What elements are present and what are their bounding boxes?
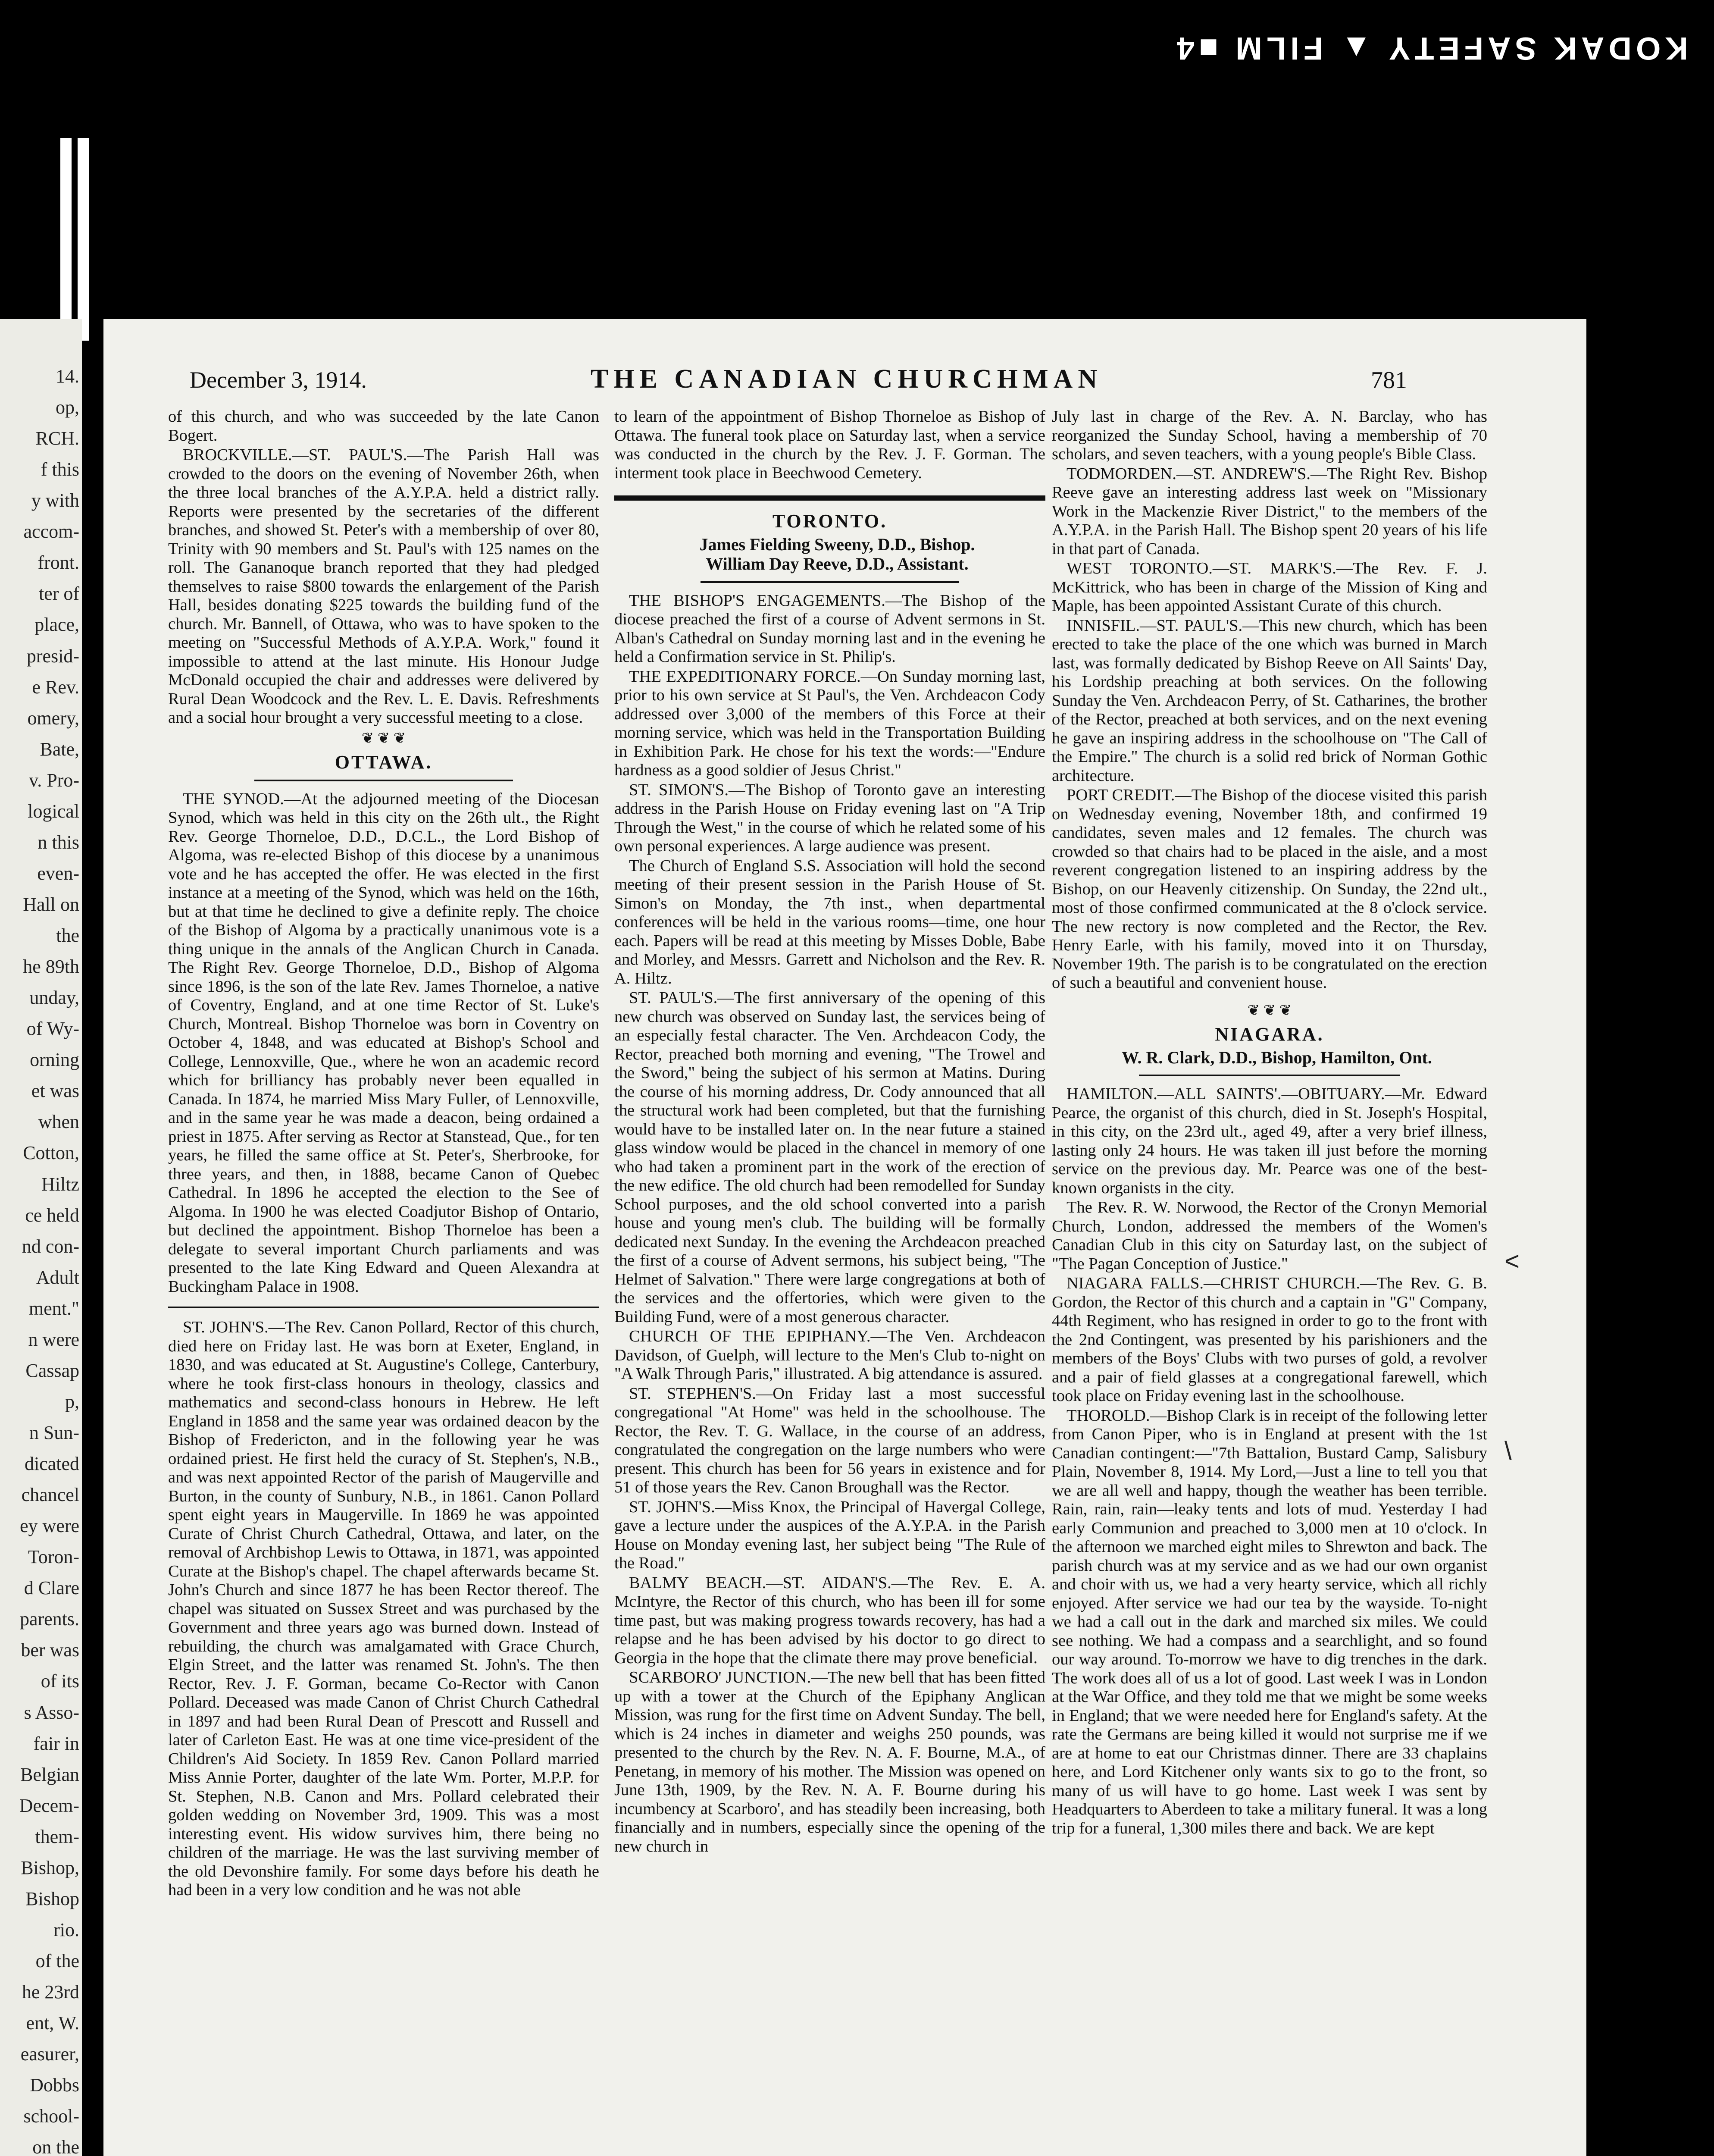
section-rule [614, 495, 1045, 501]
left-page-text-fragment: when [38, 1111, 79, 1133]
left-page-text-fragment: Bate, [40, 738, 79, 760]
left-page-text-fragment: presid- [26, 645, 79, 667]
left-page-text-fragment: ment." [29, 1297, 79, 1319]
margin-mark: \ [1504, 1436, 1512, 1465]
left-page-text-fragment: he 23rd [22, 1981, 79, 2003]
left-page-text-fragment: front. [38, 552, 79, 573]
left-page-text-fragment: even- [37, 862, 79, 884]
section-heading-niagara: NIAGARA. [1215, 1024, 1324, 1045]
film-bar [60, 138, 72, 341]
adjacent-page-edge [0, 319, 82, 2156]
divider [1139, 1075, 1400, 1076]
left-page-text-fragment: d Clare [24, 1577, 79, 1599]
paragraph: WEST TORONTO.—ST. MARK'S.—The Rev. F. J. McKittrick, who has been in charge of the Mission of King and Maple, has been appointed Assistant Curate of this church. [1052, 559, 1487, 615]
left-page-text-fragment: RCH. [35, 428, 79, 449]
left-page-text-fragment: of its [41, 1670, 79, 1692]
left-page-text-fragment: of Wy- [26, 1018, 79, 1040]
assistant-line: William Day Reeve, D.D., Assistant. [706, 554, 969, 573]
left-page-text-fragment: them- [35, 1826, 79, 1847]
left-page-text-fragment: of the [35, 1950, 79, 1971]
left-page-text-fragment: parents. [19, 1608, 79, 1630]
left-page-text-fragment: Dobbs [30, 2075, 79, 2096]
paragraph: THOROLD.—Bishop Clark is in receipt of the following letter from Canon Piper, who is in England at present with the 1st Canadian contingent:—"7th Battalion, Bustard Camp, Salisbury Plain, November 8, 1914. My Lord,—Just a line to tell you that we are all well and happy, though the weather has been terrible. Rain, rain, rain—leaky tents and lots of mud. Yesterday I had early Communion and preached to 3,000 men at 10 o'clock. In the afternoon we marched eight miles to Shrewton and back. The parish church was at my service and as we had our own organist and choir with us, we had a very hearty service, which all richly enjoyed. After service we had our tea by the wayside. To-night we had a call out in the dark and marched six miles. We could see nothing. We had a compass and a searchlight, and so found our way around. To-morrow we have to dig trenches in the dark. The work does all of us a lot of good. Last week I was in London at the War Office, and they told me that we might be some weeks in England; that we were needed here for England's safety. At the rate the Germans are being killed it would not surprise me if we are at home to eat our Christmas dinner. There are 33 chaplains here, and Lord Kitchener only wants six to go to the front, so many of us will have to go home. Last week I was sent by Headquarters to Aberdeen to take a military funeral. It was a long trip for a funeral, 1,300 miles there and back. We are kept [1052, 1406, 1487, 1837]
paragraph: THE BISHOP'S ENGAGEMENTS.—The Bishop of the diocese preached the first of a course of Advent sermons in St. Alban's Cathedral on Sunday morning last and in the evening he held a Confirmation service in St. Philip's. [614, 591, 1045, 666]
film-bar [78, 138, 89, 341]
paragraph: HAMILTON.—ALL SAINTS'.—OBITUARY.—Mr. Edward Pearce, the organist of this church, died in St. Joseph's Hospital, in this city, on the 23rd ult., aged 49, after a very brief illness, lasting only 24 hours. He was taken ill just before the morning service on the previous day. Mr. Pearce was one of the best-known organists in the city. [1052, 1085, 1487, 1197]
left-page-text-fragment: ber was [21, 1639, 79, 1661]
left-page-text-fragment: e Rev. [32, 676, 79, 698]
left-page-text-fragment: unday, [29, 987, 79, 1009]
left-page-text-fragment: on the [32, 2137, 79, 2156]
left-page-text-fragment: Cassap [25, 1360, 79, 1381]
left-page-text-fragment: n Sun- [29, 1422, 79, 1443]
left-page-text-fragment: dicated [24, 1453, 79, 1475]
left-page-text-fragment: s Asso- [24, 1702, 79, 1723]
issue-date: December 3, 1914. [190, 367, 367, 393]
left-page-text-fragment: Toron- [28, 1546, 79, 1568]
paragraph: SCARBORO' JUNCTION.—The new bell that has been fitted up with a tower at the Church of the Epiphany Anglican Mission, was rung for the first time on Advent Sunday. The bell, which is 24 inches in diameter and weighs 250 pounds, was presented to the church by the Rev. N. A. F. Bourne, M.A., of Penetang, in memory of his mother. The Mission was opened on June 13th, 1909, by the Rev. N. A. F. Bourne during his incumbency at Scarboro', and has steadily been increasing, both financially and in numbers, especially since the opening of the new church in [614, 1668, 1045, 1855]
paragraph: PORT CREDIT.—The Bishop of the diocese visited this parish on Wednesday evening, November 18th, and confirmed 19 candidates, seven males and 12 females. The church was crowded so that chairs had to be placed in the aisle, and a most reverent congregation listened to an inspiring address by the Bishop, on our Heavenly citizenship. On Sunday, the 22nd ult., most of those confirmed communicated at the 8 o'clock service. The new rectory is now completed and the Rector, the Rev. Henry Earle, with his family, moved into it on Thursday, November 19th. The parish is to be congratulated on the erection of such a beautiful and convenient house. [1052, 786, 1487, 992]
divider [701, 581, 959, 583]
margin-mark: < [1504, 1247, 1520, 1275]
column-1 [168, 407, 599, 1901]
left-page-text-fragment: Belgian [20, 1764, 79, 1785]
left-page-text-fragment: logical [28, 800, 79, 822]
left-page-text-fragment: Adult [36, 1266, 79, 1288]
ornament: ❦ ❦ ❦ [1247, 1002, 1292, 1018]
paragraph: The Church of England S.S. Association will hold the second meeting of their present session in the Parish House of St. Simon's on Monday, the 7th inst., when departmental conferences will be held in the various rooms—time, one hour each. Papers will be read at this meeting by Misses Doble, Babe and Morley, and Messrs. Garrett and Nicholson and the Rev. R. A. Hiltz. [614, 856, 1045, 987]
paragraph: to learn of the appointment of Bishop Thorneloe as Bishop of Ottawa. The funeral took place on Saturday last, when a service was conducted in the church by the Rev. J. F. Gorman. The interment took place in Beechwood Cemetery. [614, 407, 1045, 482]
left-page-text-fragment: ter of [38, 583, 79, 605]
left-page-text-fragment: orning [30, 1049, 79, 1071]
divider [168, 1307, 599, 1308]
left-page-text-fragment: ey were [19, 1515, 79, 1537]
paragraph: BROCKVILLE.—ST. PAUL'S.—The Parish Hall was crowded to the doors on the evening of November 26th, when the three local branches of the A.Y.P.A. held a district rally. Reports were presented by the secretaries of the different branches, and showed St. Peter's with a membership of over 80, Trinity with 90 members and St. Paul's with 125 names on the roll. The Gananoque branch reported that they had pledged themselves to raise $800 towards the enlargement of the Parish Hall, besides donating $225 towards the building fund of the church. Mr. Bannell, of Ottawa, who was to have spoken to the meeting on "Successful Methods of A.Y.P.A. Work," found it impossible to attend at the last minute. His Honour Judge McDonald occupied the chair and addresses were delivered by Rural Dean Woodcock and the Rev. L. E. Davis. Refreshments and a social hour brought a very successful meeting to a close. [168, 446, 599, 727]
divider [254, 780, 513, 781]
column-2 [614, 407, 1045, 1857]
section-heading-ottawa: OTTAWA. [335, 752, 433, 773]
paragraph: July last in charge of the Rev. A. N. Barclay, who has reorganized the Sunday School, having a membership of 70 scholars, and seven teachers, with a young people's Bible Class. [1052, 407, 1487, 463]
paragraph: TODMORDEN.—ST. ANDREW'S.—The Right Rev. Bishop Reeve gave an interesting address last week on "Missionary Work in the Mackenzie River District," to the members of the A.Y.P.A. in the Parish Hall. The Bishop spent 20 years of his life in that part of Canada. [1052, 464, 1487, 558]
left-page-text-fragment: y with [31, 490, 79, 511]
paragraph: ST. JOHN'S.—The Rev. Canon Pollard, Rector of this church, died here on Friday last. He was born at Exeter, England, in 1830, and was educated at St. Augustine's College, Canterbury, where he took first-class honours in theology, classics and mathematics and second-class honours in Hebrew. He left England in 1858 and the same year was ordained deacon by the Bishop of Fredericton, and in the following year he was ordained priest. He first held the curacy of St. Stephen's, N.B., and was next appointed Rector of the parish of Maugerville and Burton, in the county of Sunbury, N.B., in 1861. Canon Pollard spent eight years in Maugerville. In 1869 he was appointed Curate of Christ Church Cathedral, Ottawa, and later, on the removal of Archbishop Lewis to Ottawa, in 1871, was appointed Curate at the Bishop's chapel. The chapel afterwards became St. John's Church and since 1877 he has been Rector thereof. The chapel was situated on Sussex Street and was purchased by the Government and three years ago was burned down. Instead of rebuilding, the church was amalgamated with Grace Church, Elgin Street, and the latter was renamed St. John's. The then Rector, Rev. J. F. Gorman, became Co-Rector with Canon Pollard. Deceased was made Canon of Christ Church Cathedral in 1897 and had been Rural Dean of Prescott and Russell and later of Carleton East. He was at one time vice-president of the Children's Aid Society. In 1859 Rev. Canon Pollard married Miss Annie Porter, daughter of the late Wm. Porter, M.P.P. for St. Stephen, N.B. Canon and Mrs. Pollard celebrated their golden wedding on November 3rd, 1909. This was a most interesting event. His widow survives him, there being no children of the marriage. He was the last surviving member of the old Devonshire family. For some days before his death he had been in a very low condition and he was not able [168, 1318, 599, 1899]
page-number: 781 [1371, 367, 1407, 394]
paragraph: ST. SIMON'S.—The Bishop of Toronto gave an interesting address in the Parish House on Friday evening last on "A Trip Through the West," in the course of which he related some of his own personal experiences. A large audience was present. [614, 780, 1045, 855]
left-page-text-fragment: ce held [25, 1204, 79, 1226]
left-page-text-fragment: p, [65, 1391, 79, 1412]
left-page-text-fragment: the [56, 925, 79, 946]
paragraph: NIAGARA FALLS.—CHRIST CHURCH.—The Rev. G. B. Gordon, the Rector of this church and a captain in "G" Company, 44th Regiment, who has resigned in order to go to the front with the 2nd Contingent, was presented by his parishioners and the members of the Boys' Clubs with two purses of gold, a revolver and a pair of field glasses at a congregational farewell, which took place on Friday evening last in the schoolhouse. [1052, 1274, 1487, 1405]
paragraph: INNISFIL.—ST. PAUL'S.—This new church, which has been erected to take the place of the one which was burned in March last, was formally dedicated by Bishop Reeve on All Saints' Day, his Lordship preaching at both services. On the following Sunday the Ven. Archdeacon Perry, of St. Catharines, the brother of the Rector, preached at both services, and on the next evening he gave an inspiring address in the schoolhouse on "The Call of the Empire." The church is a solid red brick of Norman Gothic architecture. [1052, 616, 1487, 785]
left-page-text-fragment: ent, W. [26, 2012, 79, 2034]
paragraph: THE SYNOD.—At the adjourned meeting of the Diocesan Synod, which was held in this city on the 26th ult., the Right Rev. George Thorneloe, D.D., D.C.L., the Lord Bishop of Algoma, was re-elected Bishop of this diocese by a unanimous vote and he has accepted the offer. He was elected in the first instance at a meeting of the Synod, which was held on the 16th, but at that time he declined to give a definite reply. The choice of the Bishop of Algoma by a practically unanimous vote is a thing unique in the annals of the Anglican Church in Canada. The Right Rev. George Thorneloe, D.D., Bishop of Algoma since 1896, is the son of the late Rev. James Thorneloe, a native of Coventry, England, and at one time Rector of St. Luke's Church, Montreal. Bishop Thorneloe was born in Coventry on October 4, 1848, and was educated at Bishop's School and College, Lennoxville, Que., where he won an academic record which for brilliancy has probably never been equalled in Canada. In 1874, he married Miss Mary Fuller, of Lennoxville, and in the same year he was made a deacon, being ordained a priest in 1875. After serving as Rector at Stanstead, Que., for ten years, he filled the same office at St. Peter's, Sherbrooke, for three years, and then, in 1888, became Canon of Quebec Cathedral. In 1896 he accepted the election to the See of Algoma. In 1900 he was elected Coadjutor Bishop of Ontario, but declined the appointment. Bishop Thorneloe has been a delegate to several important Church parliaments and was presented to the late King Edward and Queen Alexandra at Buckingham Palace in 1908. [168, 790, 599, 1296]
ornament: ❦ ❦ ❦ [361, 730, 406, 746]
left-page-text-fragment: nd con- [22, 1235, 79, 1257]
masthead: THE CANADIAN CHURCHMAN [591, 364, 1103, 394]
bishop-line: James Fielding Sweeny, D.D., Bishop. [699, 534, 975, 554]
paragraph: CHURCH OF THE EPIPHANY.—The Ven. Archdeacon Davidson, of Guelph, will lecture to the Men's Club to-night on "A Walk Through Paris," illustrated. A big attendance is assured. [614, 1327, 1045, 1383]
left-page-text-fragment: place, [34, 614, 79, 636]
bishop-line: W. R. Clark, D.D., Bishop, Hamilton, Ont. [1122, 1047, 1432, 1067]
left-page-text-fragment: rio. [53, 1919, 79, 1940]
paragraph: The Rev. R. W. Norwood, the Rector of the Cronyn Memorial Church, London, addressed the members of the Women's Canadian Club in this city on Saturday last, on the subject of "The Pagan Conception of Justice." [1052, 1198, 1487, 1273]
paragraph: of this church, and who was succeeded by the late Canon Bogert. [168, 407, 599, 445]
left-page-text-fragment: Hall on [23, 894, 79, 915]
left-page-text-fragment: op, [56, 397, 79, 418]
paragraph: THE EXPEDITIONARY FORCE.—On Sunday morning last, prior to his own service at St Paul's, the Ven. Archdeacon Cody addressed over 3,000 of the members of this Force at their morning service, which was held in the Transportation Building in Exhibition Park. He chose for his text the words:—"Endure hardness as a good soldier of Jesus Christ." [614, 667, 1045, 779]
left-page-text-fragment: Bishop, [21, 1857, 79, 1878]
left-page-text-fragment: chancel [21, 1484, 79, 1506]
left-page-text-fragment: he 89th [23, 956, 79, 978]
left-page-text-fragment: fair in [33, 1733, 79, 1754]
paragraph: ST. JOHN'S.—Miss Knox, the Principal of Havergal College, gave a lecture under the auspices of the A.Y.P.A. in the Parish House on Monday evening last, her subject being "The Rule of the Road." [614, 1498, 1045, 1572]
left-page-text-fragment: omery, [27, 707, 79, 729]
left-page-text-fragment: n this [38, 831, 79, 853]
left-page-text-fragment: n were [28, 1329, 79, 1350]
film-edge-label: KODAK SAFETY ▲ FILM ■4 [1173, 31, 1688, 66]
section-heading-toronto: TORONTO. [772, 511, 888, 532]
left-page-text-fragment: et was [31, 1080, 79, 1102]
paragraph: ST. STEPHEN'S.—On Friday last a most successful congregational "At Home" was held in the schoolhouse. The Rector, the Rev. T. G. Wallace, in the course of an address, congratulated the congregation on the large numbers who were present. This church has been for 56 years in existence and for 51 of those years the Rev. Canon Broughall was the Rector. [614, 1384, 1045, 1496]
left-page-text-fragment: Hiltz [41, 1173, 79, 1195]
left-page-text-fragment: school- [23, 2106, 79, 2127]
paragraph: BALMY BEACH.—ST. AIDAN'S.—The Rev. E. A. McIntyre, the Rector of this church, who has been ill for some time past, but was making progress towards recovery, has had a relapse and he has been advised by his doctor to go direct to Georgia in the hope that the climate there may prove beneficial. [614, 1573, 1045, 1667]
left-page-text-fragment: f this [41, 459, 79, 480]
left-page-text-fragment: Cotton, [23, 1142, 79, 1164]
newspaper-page [103, 319, 1586, 2156]
page-header [103, 364, 1586, 401]
column-3 [1052, 407, 1487, 1839]
left-page-text-fragment: easurer, [20, 2043, 79, 2065]
left-page-text-fragment: Decem- [19, 1795, 79, 1816]
left-page-text-fragment: v. Pro- [29, 769, 79, 791]
paragraph: ST. PAUL'S.—The first anniversary of the opening of this new church was observed on Sunday last, the services being of an especially festal character. The Ven. Archdeacon Cody, the Rector, preached both morning and evening, "The Trowel and the Sword," being the subject of his sermon at Matins. During the course of his morning address, Dr. Cody announced that all the structural work had been completed, but that the furnishing would have to be installed later on. In the near future a stained glass window would be placed in the chancel in memory of one who had taken a prominent part in the work of the erection of the new edifice. The old church had been remodelled for Sunday School purposes, and the old school converted into a parish house and young men's club. The building will be formally dedicated next Sunday. In the evening the Archdeacon preached the first of a course of Advent sermons, his subject being, "The Helmet of Salvation." There were large congregations at both of the services and the offertories, which were given to the Building Fund, were of a most generous character. [614, 989, 1045, 1326]
left-page-text-fragment: Bishop [25, 1888, 79, 1909]
left-page-text-fragment: 14. [56, 366, 79, 387]
left-page-text-fragment: accom- [23, 521, 79, 542]
